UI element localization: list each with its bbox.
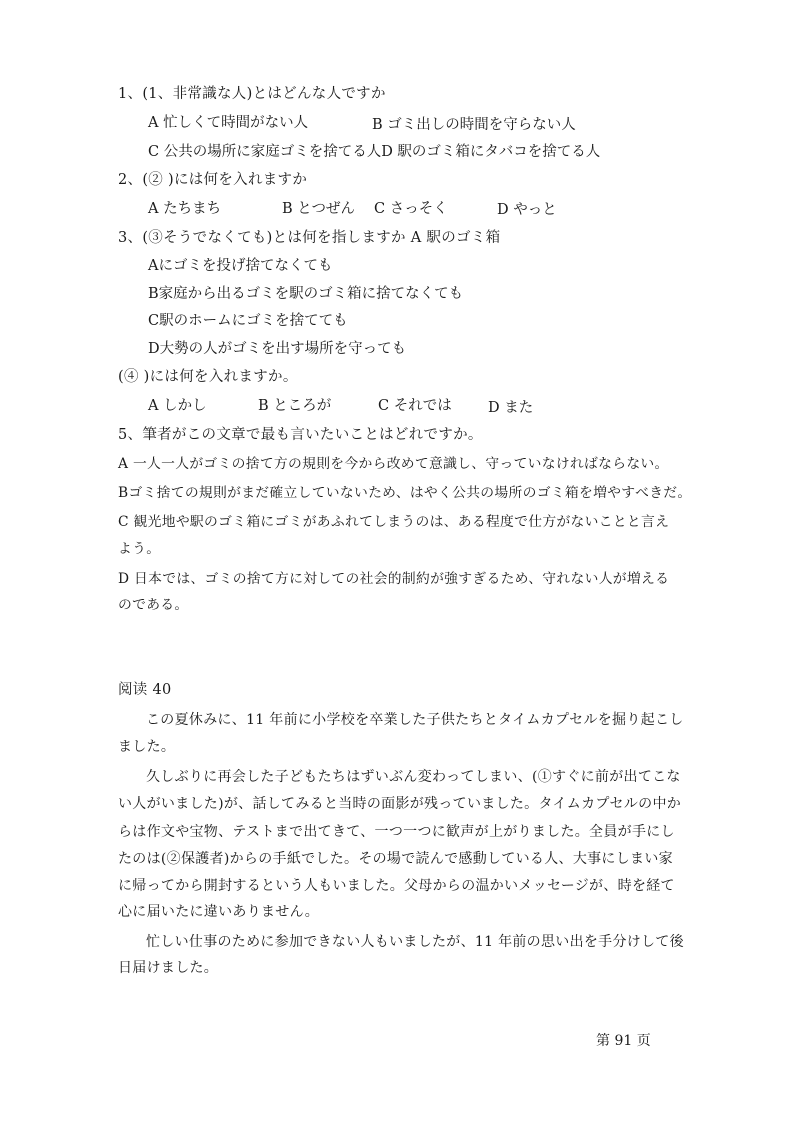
question-4-option-a: A しかし — [148, 398, 207, 414]
question-5-option-c-cont: よう。 — [118, 541, 161, 557]
page-number: 第 91 页 — [596, 1033, 651, 1049]
question-4-option-c: C それでは — [378, 398, 452, 414]
question-3-prompt: 3、(③そうでなくても)とは何を指しますか A 駅のゴミ箱 — [118, 230, 501, 246]
question-3-option-a: Aにゴミを投げ捨てなくても — [148, 258, 333, 274]
question-1-option-a: A 忙しくて時間がない人 — [148, 115, 309, 131]
question-4-prompt: (④ )には何を入れますか。 — [118, 369, 298, 385]
question-5-option-a: A 一人一人がゴミの捨て方の規則を今から改めて意識し、守っていなければならない。 — [118, 456, 669, 472]
reading-line: らは作文や宝物、テストまで出てきて、一つ一つに歓声が上がりました。全員が手にし — [118, 824, 675, 840]
reading-line: に帰ってから開封するという人もいました。父母からの温かいメッセージが、時を経て — [118, 878, 675, 894]
reading-title: 阅读 40 — [118, 682, 172, 698]
question-2-option-c: C さっそく — [374, 201, 448, 217]
question-4-option-d: D また — [488, 400, 534, 416]
question-2-option-a: A たちまち — [148, 201, 222, 217]
question-5-option-c: C 観光地や駅のゴミ箱にゴミがあふれてしまうのは、ある程度で仕方がないことと言え — [118, 514, 670, 530]
question-5-prompt: 5、筆者がこの文章で最も言いたいことはどれですか。 — [118, 427, 483, 443]
reading-line: 心に届いたに違いありません。 — [118, 904, 320, 920]
reading-line: 忙しい仕事のために参加できない人もいましたが、11 年前の思い出を手分けして後 — [146, 934, 684, 950]
question-2-option-d: D やっと — [497, 202, 557, 218]
question-3-option-b: B家庭から出るゴミを駅のゴミ箱に捨てなくても — [148, 286, 464, 302]
question-5-option-d-cont: のである。 — [118, 597, 189, 613]
reading-line: い人がいました)が、話してみると当時の面影が残っていました。タイムカプセルの中か — [118, 796, 682, 812]
question-5-option-d: D 日本では、ゴミの捨て方に対しての社会的制約が強すぎるため、守れない人が増える — [118, 571, 670, 587]
reading-line: ました。 — [118, 739, 176, 755]
question-3-option-d: D大勢の人がゴミを出す場所を守っても — [148, 341, 407, 357]
reading-line: たのは(②保護者)からの手紙でした。その場で読んで感動している人、大事にしまい家 — [118, 851, 673, 867]
question-2-option-b: B とつぜん — [282, 201, 355, 217]
reading-line: 久しぶりに再会した子どもたちはずいぶん変わってしまい、(①すぐに前が出てこな — [146, 769, 681, 785]
question-1-prompt: 1、(1、非常識な人)とはどんな人ですか — [118, 86, 386, 102]
question-1-option-b: B ゴミ出しの時間を守らない人 — [372, 117, 576, 133]
question-5-option-b: Bゴミ捨ての規則がまだ確立していないため、はやく公共の場所のゴミ箱を増やすべきだ。 — [118, 485, 692, 501]
question-4-option-b: B ところが — [258, 398, 332, 414]
reading-line: 日届けました。 — [118, 960, 219, 976]
reading-line: この夏休みに、11 年前に小学校を卒業した子供たちとタイムカプセルを掘り起こし — [146, 712, 684, 728]
question-1-option-c-d: C 公共の場所に家庭ゴミを捨てる人D 駅のゴミ箱にタバコを捨てる人 — [148, 144, 601, 160]
question-3-option-c: C駅のホームにゴミを捨てても — [148, 313, 348, 329]
question-2-prompt: 2、(② )には何を入れますか — [118, 172, 308, 188]
